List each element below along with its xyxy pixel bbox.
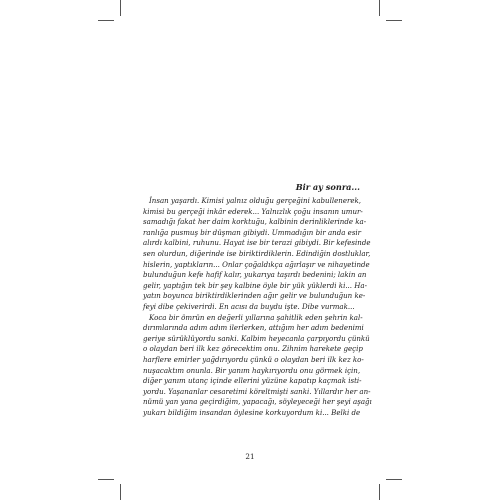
crop-mark-top-left-horizontal: [98, 20, 114, 21]
section-heading: Bir ay sonra...: [295, 182, 360, 192]
text-line: yordu. Yaşananlar cesaretimi köreltmişti sanki. Yıllardır her an-: [143, 386, 371, 396]
text-line: yatın boyunca biriktirdiklerinden ağır gelir ve bulunduğun ke-: [143, 291, 366, 301]
text-line: nümü yan yana geçirdiğim, yapacağı, söyleyeceği her şeyi aşağı: [143, 397, 372, 407]
crop-mark-bottom-right-horizontal: [386, 479, 402, 480]
crop-mark-bottom-left-vertical: [120, 484, 121, 500]
text-line: yukarı bildiğim insandan öylesine korkuyordum ki... Belki de: [143, 407, 361, 417]
text-line: gelir, yaptığın tek bir şey kalbine öyle bir yük yüklerdi ki... Ha-: [143, 280, 368, 290]
text-line: samadığı fakat her daim korktuğu, kalbinin derinliklerinde ka-: [143, 217, 367, 227]
crop-mark-top-right-horizontal: [386, 20, 402, 21]
text-line: dırımlarında adım adım ilerlerken, attığım her adım bedenimi: [143, 323, 364, 333]
crop-mark-top-right-vertical: [379, 0, 380, 16]
paragraph: [143, 196, 371, 313]
text-line: o olaydan beri ilk kez görecektim onu. Zihnim harekete geçip: [143, 344, 363, 354]
crop-mark-bottom-right-vertical: [379, 484, 380, 500]
paragraph: [143, 312, 372, 419]
page-number: 21: [245, 452, 255, 461]
crop-mark-bottom-left-horizontal: [98, 479, 114, 480]
crop-mark-top-left-vertical: [120, 0, 121, 16]
text-line: feyi dibe çekiverirdi. En acısı da buydu işte. Dibe vurmak...: [143, 301, 355, 311]
text-line: kimisi bu gerçeği inkâr ederek... Yalnızlık çoğu insanın umur-: [143, 206, 363, 216]
body-text: [143, 196, 372, 418]
text-line: diğer yanım utanç içinde ellerini yüzüne kapatıp kaçmak isti-: [143, 376, 362, 386]
text-line: ranlığa pusmuş bir düşman gibiydi. Ummadığın bir anda esir: [143, 227, 362, 237]
text-line: geriye sürüklüyordu sanki. Kalbim heyecanla çarpıyordu çünkü: [143, 333, 370, 343]
text-line: hislerin, yaptıkların... Onlar çoğaldıkça ağırlaşır ve nihayetinde: [143, 259, 370, 269]
text-line: nuşacaktım onunla. Bir yanım haykırıyordu onu görmek için,: [143, 365, 361, 375]
text-line: İnsan yaşardı. Kimisi yalnız olduğu gerçeğini kabullenerek,: [149, 196, 362, 205]
text-line: sen olurdun, diğerinde ise biriktirdiklerin. Edindiğin dostluklar,: [143, 248, 371, 258]
text-line: Koca bir ömrün en değerli yıllarına şahitlik eden şehrin kal-: [149, 312, 363, 322]
text-line: bulunduğun kefe hafif kalır, yukarıya taşırdı bedenini; lakin an: [143, 270, 367, 280]
text-line: alırdı kalbini, ruhunu. Hayat ise bir terazi gibiydi. Bir kefesinde: [143, 238, 371, 248]
text-line: harflere emirler yağdırıyordu çünkü o olaydan beri ilk kez ko-: [143, 354, 364, 364]
